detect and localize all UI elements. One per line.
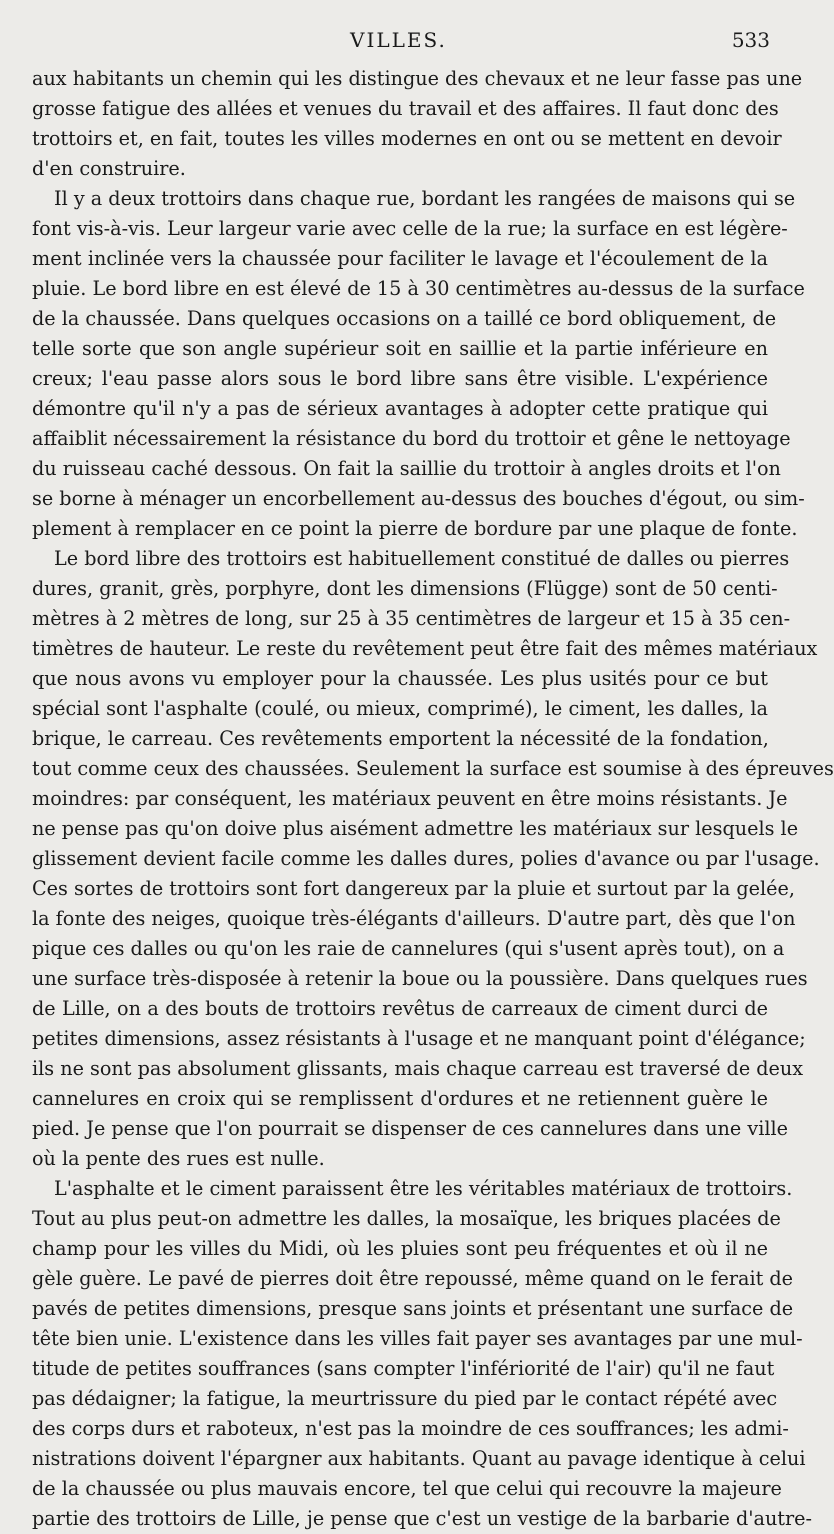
- text-line: pavés de petites dimensions, presque sans joints et présentant une surface de: [32, 1297, 794, 1320]
- text-line: la fonte des neiges, quoique très-élégants d'ailleurs. D'autre part, dès que l'on: [32, 907, 796, 930]
- text-line: de la chaussée ou plus mauvais encore, tel que celui qui recouvre la majeure: [32, 1477, 782, 1500]
- text-line: aux habitants un chemin qui les distingue des chevaux et ne leur fasse pas une: [32, 67, 803, 90]
- text-line: titude de petites souffrances (sans compter l'infériorité de l'air) qu'il ne faut: [32, 1357, 775, 1380]
- page-number: 533: [731, 28, 770, 52]
- text-line: que nous avons vu employer pour la chaussée. Les plus usités pour ce but: [32, 667, 768, 690]
- text-line: plement à remplacer en ce point la pierre de bordure par une plaque de fonte.: [32, 517, 798, 540]
- text-line: des corps durs et raboteux, n'est pas la moindre de ces souffrances; les admi-: [32, 1417, 789, 1440]
- text-line: démontre qu'il n'y a pas de sérieux avantages à adopter cette pratique qui: [32, 397, 768, 420]
- text-line: se borne à ménager un encorbellement au-dessus des bouches d'égout, ou sim-: [32, 487, 805, 510]
- text-line: ment inclinée vers la chaussée pour faciliter le lavage et l'écoulement de la: [32, 247, 768, 270]
- text-line: pique ces dalles ou qu'on les raie de cannelures (qui s'usent après tout), on a: [32, 937, 785, 960]
- text-line: creux; l'eau passe alors sous le bord libre sans être visible. L'expérience: [32, 367, 768, 390]
- text-line: tout comme ceux des chaussées. Seulement la surface est soumise à des épreuves: [32, 757, 834, 780]
- text-line: où la pente des rues est nulle.: [32, 1147, 325, 1170]
- text-line: pied. Je pense que l'on pourrait se dispenser de ces cannelures dans une ville: [32, 1117, 788, 1140]
- text-line: grosse fatigue des allées et venues du travail et des affaires. Il faut donc des: [32, 97, 779, 120]
- text-line: gèle guère. Le pavé de pierres doit être repoussé, même quand on le ferait de: [32, 1267, 794, 1290]
- text-line: Il y a deux trottoirs dans chaque rue, bordant les rangées de maisons qui se: [54, 187, 796, 210]
- text-line: affaiblit nécessairement la résistance du bord du trottoir et gêne le nettoyage: [32, 427, 791, 450]
- text-line: brique, le carreau. Ces revêtements emportent la nécessité de la fondation,: [32, 727, 769, 750]
- text-line: Tout au plus peut-on admettre les dalles, la mosaïque, les briques placées de: [32, 1207, 781, 1230]
- text-line: dures, granit, grès, porphyre, dont les dimensions (Flügge) sont de 50 centi-: [32, 577, 778, 600]
- text-line: de Lille, on a des bouts de trottoirs revêtus de carreaux de ciment durci de: [32, 997, 768, 1020]
- text-line: cannelures en croix qui se remplissent d'ordures et ne retiennent guère le: [32, 1087, 768, 1110]
- text-line: de la chaussée. Dans quelques occasions on a taillé ce bord obliquement, de: [32, 307, 777, 330]
- running-head: [0, 28, 800, 58]
- text-line: font vis-à-vis. Leur largeur varie avec celle de la rue; la surface en est légère-: [32, 217, 788, 240]
- text-line: moindres: par conséquent, les matériaux peuvent en être moins résistants. Je: [32, 787, 788, 810]
- text-line: spécial sont l'asphalte (coulé, ou mieux, comprimé), le ciment, les dalles, la: [32, 697, 768, 720]
- text-line: champ pour les villes du Midi, où les pluies sont peu fréquentes et où il ne: [32, 1237, 768, 1260]
- text-line: Le bord libre des trottoirs est habituellement constitué de dalles ou pierres: [54, 547, 790, 570]
- text-line: mètres à 2 mètres de long, sur 25 à 35 centimètres de largeur et 15 à 35 cen-: [32, 607, 791, 630]
- text-line: une surface très-disposée à retenir la boue ou la poussière. Dans quelques rues: [32, 967, 808, 990]
- text-line: timètres de hauteur. Le reste du revêtement peut être fait des mêmes matériaux: [32, 637, 818, 660]
- text-line: L'asphalte et le ciment paraissent être les véritables matériaux de trottoirs.: [54, 1177, 793, 1200]
- running-title: VILLES.: [350, 28, 447, 52]
- body-text: [32, 64, 834, 1534]
- text-line: d'en construire.: [32, 157, 186, 180]
- text-line: ils ne sont pas absolument glissants, mais chaque carreau est traversé de deux: [32, 1057, 804, 1080]
- text-line: nistrations doivent l'épargner aux habitants. Quant au pavage identique à celui: [32, 1447, 806, 1470]
- text-line: petites dimensions, assez résistants à l'usage et ne manquant point d'élégance;: [32, 1027, 806, 1050]
- text-line: telle sorte que son angle supérieur soit en saillie et la partie inférieure en: [32, 337, 768, 360]
- text-line: trottoirs et, en fait, toutes les villes modernes en ont ou se mettent en devoir: [32, 127, 782, 150]
- text-line: pluie. Le bord libre en est élevé de 15 à 30 centimètres au-dessus de la surface: [32, 277, 805, 300]
- text-line: du ruisseau caché dessous. On fait la saillie du trottoir à angles droits et l'on: [32, 457, 781, 480]
- text-line: ne pense pas qu'on doive plus aisément admettre les matériaux sur lesquels le: [32, 817, 799, 840]
- text-line: tête bien unie. L'existence dans les villes fait payer ses avantages par une mul-: [32, 1327, 803, 1350]
- text-line: partie des trottoirs de Lille, je pense que c'est un vestige de la barbarie d'autre-: [32, 1507, 813, 1530]
- text-line: glissement devient facile comme les dalles dures, polies d'avance ou par l'usage.: [32, 847, 820, 870]
- text-line: pas dédaigner; la fatigue, la meurtrissure du pied par le contact répété avec: [32, 1387, 778, 1410]
- text-line: Ces sortes de trottoirs sont fort dangereux par la pluie et surtout par la gelée,: [32, 877, 795, 900]
